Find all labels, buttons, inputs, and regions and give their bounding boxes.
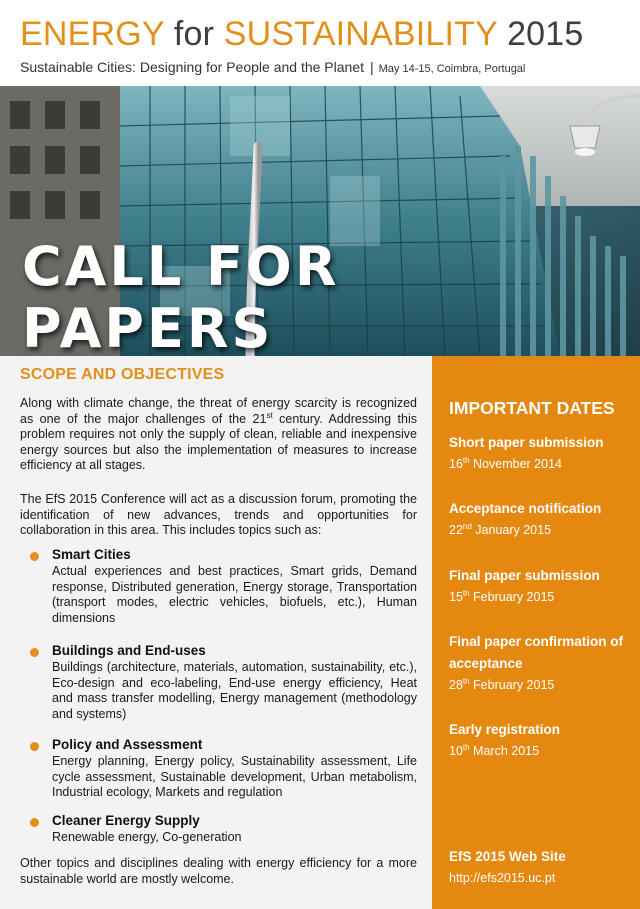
date-value: [449, 741, 634, 761]
date-month-year: November 2014: [469, 457, 562, 471]
topic-title: Buildings and End-uses: [52, 643, 206, 658]
date-value: [449, 675, 634, 695]
scope-closing: Other topics and disciplines dealing with energy efficiency for a more sustainable world are mostly welcome.: [20, 856, 417, 886]
bullet-icon: [30, 552, 39, 561]
topic-title: Cleaner Energy Supply: [52, 813, 200, 828]
scope-p1-text-b: century. Addressing this problem requires not only the supply of clean, reliable and inexpensive energy sources but also the implementation of measures to increase efficiency at all stages.: [20, 411, 417, 472]
topic-title: Smart Cities: [52, 547, 131, 562]
date-suffix: th: [462, 742, 470, 752]
date-item: [449, 719, 634, 761]
date-label: Final paper confirmation of acceptance: [449, 634, 624, 671]
scope-p1-text-a: Along with climate change, the threat of energy scarcity is recognized as one of the major challenges of the 21: [20, 396, 417, 426]
header: [0, 0, 640, 86]
conference-subtitle: [20, 57, 525, 79]
topic-description: Energy planning, Energy policy, Sustainability assessment, Life cycle assessment, Sustainable development, Urban metabolism, Industrial ecology, Markets and regulation: [52, 754, 417, 799]
topic-title: Policy and Assessment: [52, 737, 203, 752]
bullet-icon: [30, 742, 39, 751]
date-month-year: January 2015: [471, 523, 552, 537]
date-label: Early registration: [449, 722, 561, 737]
date-value: [449, 587, 634, 607]
date-suffix: th: [462, 588, 470, 598]
subtitle-theme: Sustainable Cities: Designing for People and the Planet: [20, 59, 364, 75]
date-day: 16: [449, 457, 463, 471]
title-sustainability: SUSTAINABILITY: [223, 15, 498, 53]
subtitle-date-location: May 14-15, Coimbra, Portugal: [378, 63, 526, 75]
date-day: 28: [449, 678, 463, 692]
date-month-year: February 2015: [469, 678, 555, 692]
date-label: Final paper submission: [449, 568, 600, 583]
date-day: 15: [449, 590, 463, 604]
call-for-papers-heading: [22, 236, 339, 356]
date-item: [449, 565, 634, 607]
title-year: 2015: [507, 15, 584, 53]
topic-description: Buildings (architecture, materials, automation, sustainability, etc.), Eco-design and eco-labeling, End-use energy efficiency, Heat and mass transfer modelling, Energy management (methodology and systems): [52, 660, 417, 721]
date-day: 22: [449, 523, 463, 537]
title-energy: ENERGY: [20, 15, 165, 53]
date-label: Acceptance notification: [449, 501, 602, 516]
scope-paragraph-1: [20, 396, 417, 474]
bullet-icon: [30, 818, 39, 827]
date-month-year: February 2015: [469, 590, 555, 604]
dates-heading: IMPORTANT DATES: [449, 398, 615, 418]
date-label: Short paper submission: [449, 435, 604, 450]
date-item: [449, 631, 634, 695]
date-item: [449, 432, 634, 474]
conference-title: [20, 14, 584, 54]
date-month-year: March 2015: [469, 744, 540, 758]
date-suffix: th: [462, 455, 470, 465]
cfp-line-2: PAPERS: [22, 297, 274, 356]
bullet-icon: [30, 648, 39, 657]
scope-heading: SCOPE AND OBJECTIVES: [20, 366, 225, 383]
subtitle-separator: |: [370, 59, 374, 75]
scope-section: [0, 356, 432, 909]
date-item: [449, 498, 634, 540]
title-for: for: [173, 15, 215, 53]
date-value: [449, 520, 634, 540]
date-suffix: th: [462, 676, 470, 686]
scope-p1-sup: st: [266, 410, 273, 420]
topic-description: Actual experiences and best practices, Smart grids, Demand response, Distributed generation, Energy storage, Transportation (transport modes, electric vehicles, biofuels, etc.), Human dimensions: [52, 564, 417, 625]
website-label: EfS 2015 Web Site: [449, 849, 566, 864]
scope-paragraph-2: The EfS 2015 Conference will act as a discussion forum, promoting the identification of new advances, trends and opportunities for collaboration in this area. This includes topics such as:: [20, 492, 417, 537]
website-link[interactable]: http://efs2015.uc.pt: [449, 871, 556, 885]
hero-image: [0, 86, 640, 356]
date-suffix: nd: [462, 521, 472, 531]
important-dates-panel: [432, 356, 640, 909]
date-day: 10: [449, 744, 463, 758]
cfp-line-1: CALL FOR: [22, 235, 340, 298]
topic-description: Renewable energy, Co-generation: [52, 830, 242, 844]
date-value: [449, 454, 634, 474]
